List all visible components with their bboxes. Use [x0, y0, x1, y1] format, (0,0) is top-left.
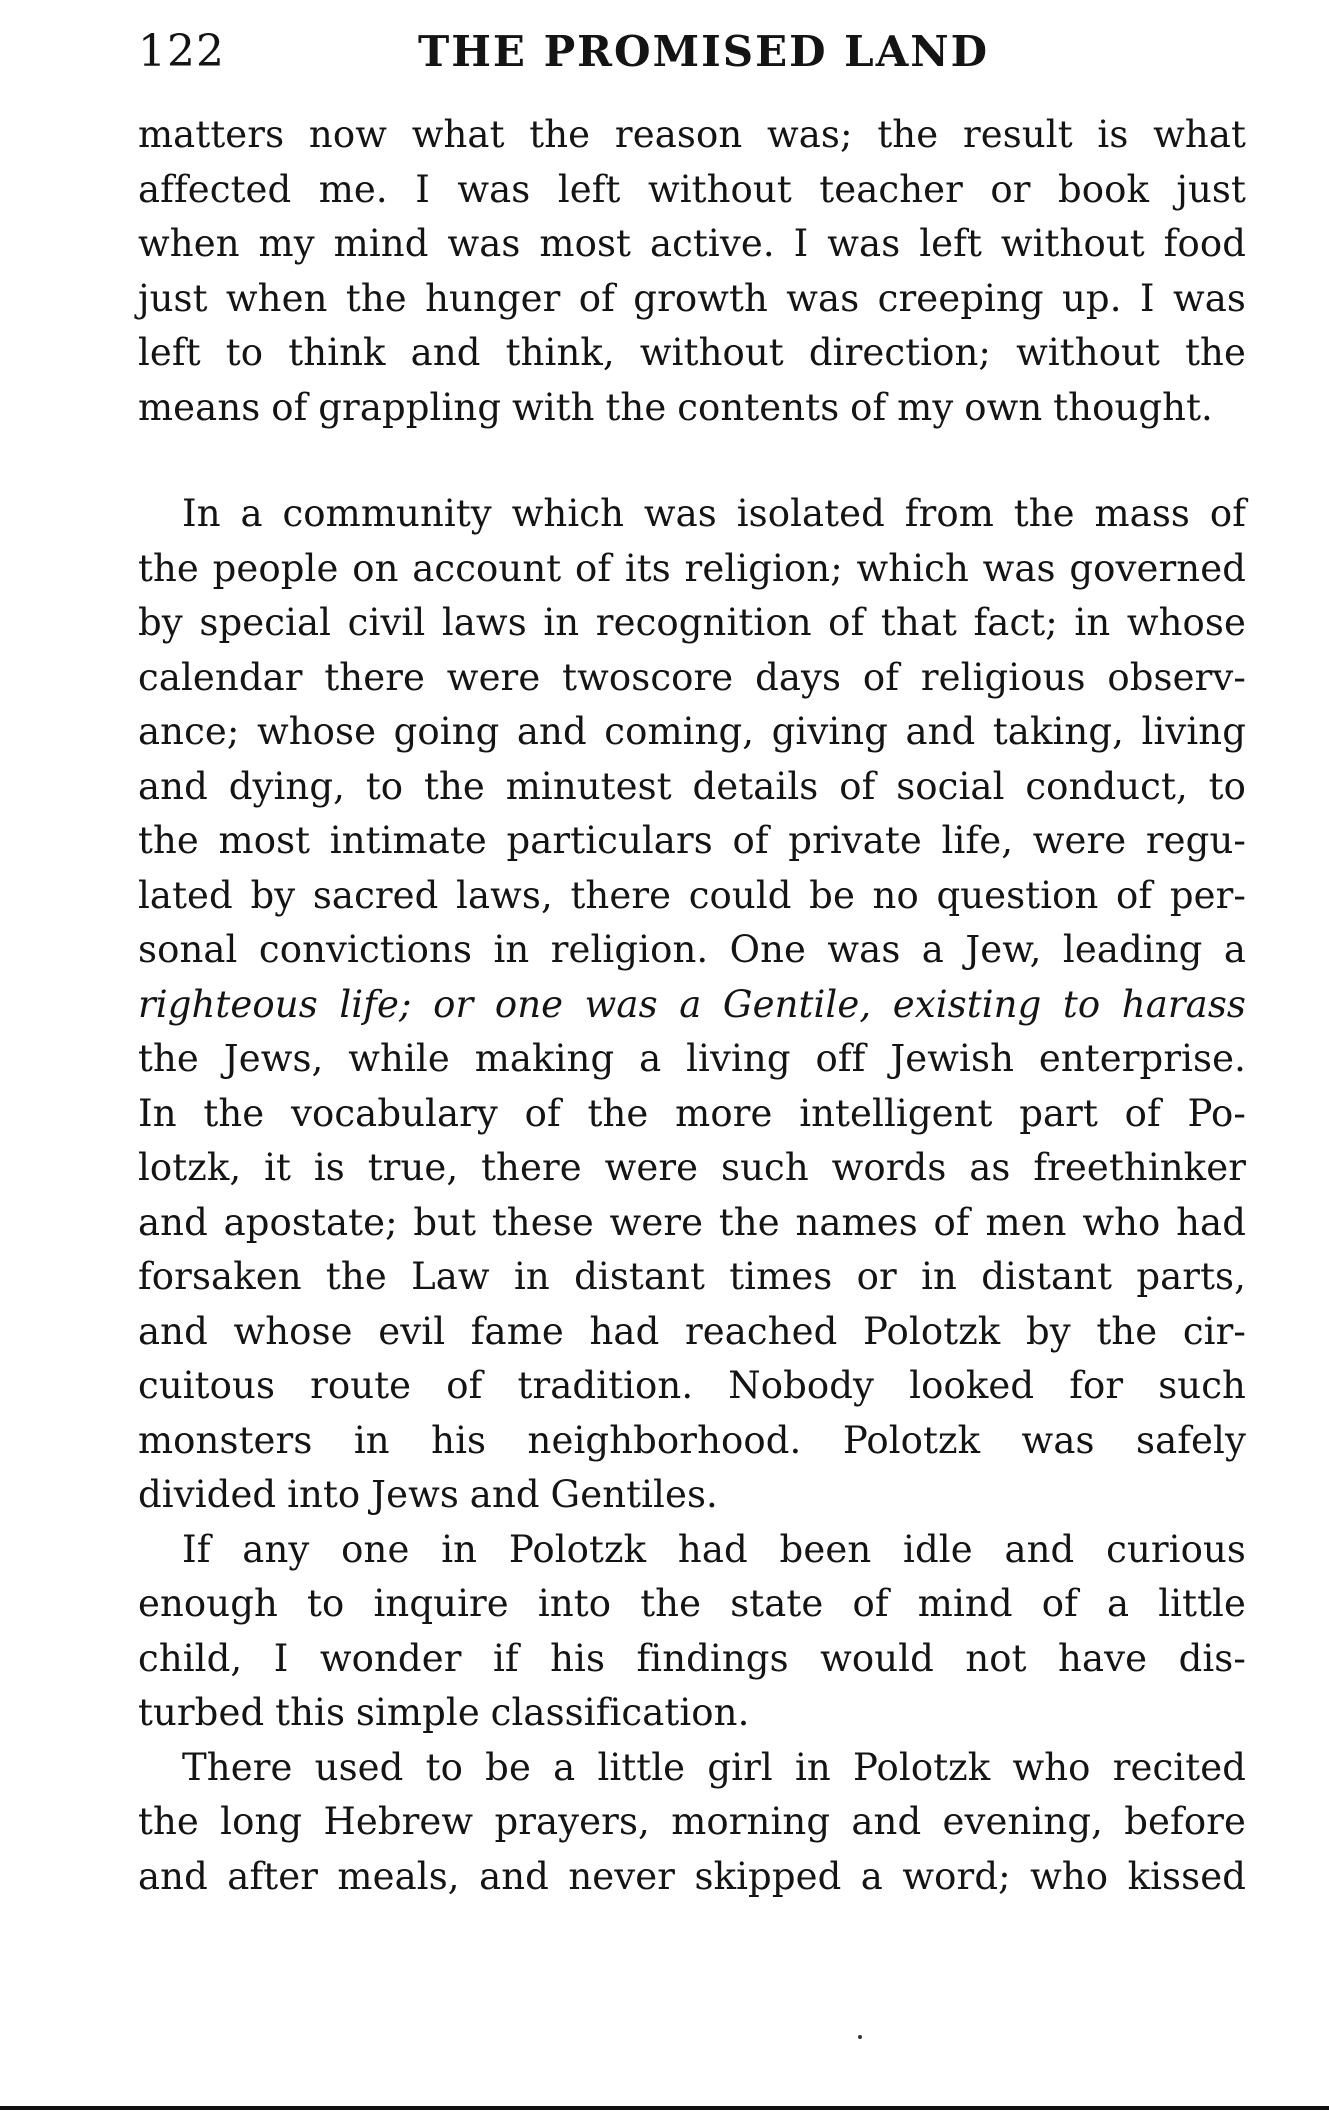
running-head: [138, 24, 1246, 80]
running-title: THE PROMISED LAND: [418, 27, 990, 76]
text-line: matters now what the reason was; the result is what: [138, 113, 1246, 156]
text-line: the most intimate particulars of private life, were regu-: [138, 819, 1246, 862]
text-line: child, I wonder if his findings would not have dis-: [138, 1636, 1246, 1680]
text-line: calendar there were twoscore days of religious observ-: [138, 655, 1246, 699]
text-line: monsters in his neighborhood. Polotzk was safely: [138, 1418, 1246, 1462]
italic-text-line: righteous life; or one was a Gentile, existing to harass: [138, 982, 1246, 1026]
text-line: the people on account of its religion; which was governed: [138, 546, 1246, 590]
body-text: [138, 108, 1246, 1904]
page-number: 122: [138, 26, 225, 77]
paragraph-2: [138, 487, 1246, 1523]
text-line: forsaken the Law in distant times or in distant parts,: [138, 1255, 1246, 1298]
text-line: when my mind was most active. I was left without food: [138, 222, 1246, 265]
text-line: and apostate; but these were the names of men who had: [138, 1200, 1246, 1244]
text-line: lotzk, it is true, there were such words as freethinker: [138, 1146, 1246, 1189]
text-line: ance; whose going and coming, giving and taking, living: [138, 710, 1246, 753]
paragraph-3: [138, 1523, 1246, 1741]
text-line: In a community which was isolated from the mass of: [182, 492, 1246, 535]
text-line: sonal convictions in religion. One was a Jew, leading a: [138, 928, 1246, 971]
text-line: enough to inquire into the state of mind of a little: [138, 1582, 1246, 1625]
text-line: by special civil laws in recognition of that fact; in whose: [138, 601, 1246, 644]
text-line: left to think and think, without direction; without the: [138, 331, 1246, 374]
text-line: There used to be a little girl in Polotzk who recited: [182, 1745, 1246, 1789]
paragraph-1: [138, 108, 1246, 435]
page-bottom-edge: [0, 2106, 1329, 2110]
text-line: lated by sacred laws, there could be no question of per-: [138, 873, 1246, 917]
text-line: If any one in Polotzk had been idle and curious: [182, 1527, 1246, 1571]
text-line: the Jews, while making a living off Jewish enterprise.: [138, 1037, 1246, 1080]
text-line: and after meals, and never skipped a word; who kissed: [138, 1854, 1246, 1898]
section-break: [138, 435, 1246, 487]
text-line: turbed this simple classification.: [138, 1691, 750, 1734]
text-line: means of grappling with the contents of my own thought.: [138, 385, 1213, 429]
text-line: the long Hebrew prayers, morning and evening, before: [138, 1800, 1246, 1843]
text-line: In the vocabulary of the more intelligent part of Po-: [138, 1091, 1246, 1135]
text-line: and dying, to the minutest details of social conduct, to: [138, 764, 1246, 808]
paragraph-4: [138, 1741, 1246, 1905]
text-line: just when the hunger of growth was creeping up. I was: [138, 276, 1246, 320]
print-speck: [858, 2035, 862, 2039]
text-line: cuitous route of tradition. Nobody looked for such: [138, 1364, 1246, 1407]
text-line: affected me. I was left without teacher or book just: [138, 167, 1246, 211]
text-line: and whose evil fame had reached Polotzk by the cir-: [138, 1309, 1246, 1353]
text-line: divided into Jews and Gentiles.: [138, 1473, 718, 1516]
